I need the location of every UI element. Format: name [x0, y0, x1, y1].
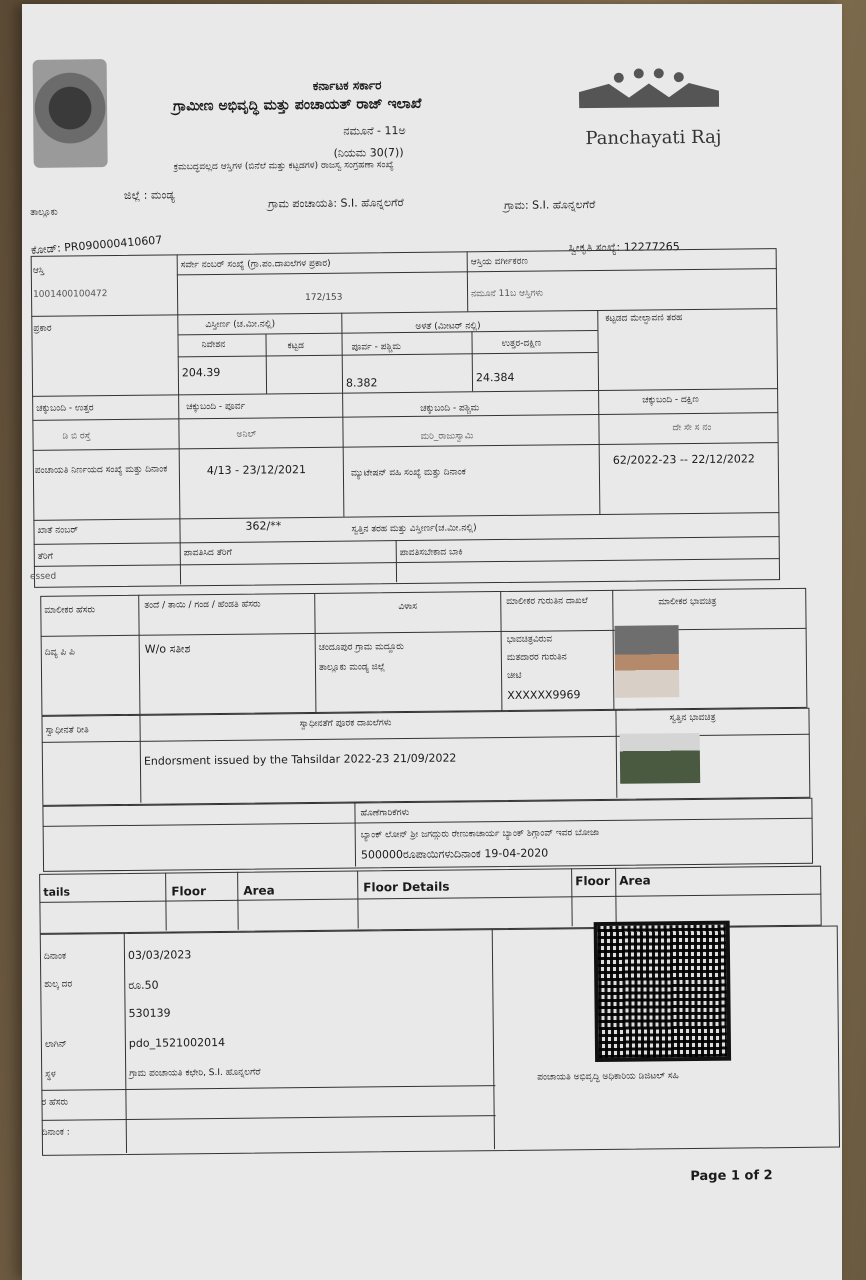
south-value: ದೇ ಸೇ ಸ ನಂ	[672, 422, 712, 434]
north-label: ಚಕ್ಕುಬಂದಿ - ಉತ್ತರ	[36, 403, 94, 414]
east-value: ಅನಿಲ್	[236, 429, 257, 440]
area-label-right: Area	[619, 873, 651, 888]
id-doc-line-1: ಭಾವಚಿತ್ರವಿರುವ	[506, 634, 553, 645]
panchayati-raj-text: Panchayati Raj	[585, 126, 722, 150]
dept-line: ಗ್ರಾಮೀಣ ಅಭಿವೃದ್ಧಿ ಮತ್ತು ಪಂಚಾಯತ್ ರಾಜ್ ಇಲಾಖೆ	[172, 95, 422, 115]
type-label: ಸ್ವತ್ತಿನ ತರಹ ಮತ್ತು ವಿಸ್ತೀರ್ಣ(ಚ.ಮೀ.ನಲ್ಲಿ)	[351, 523, 477, 535]
fee-label: ಶುಲ್ಕ ದರ	[44, 979, 73, 990]
officer-name-label: ರ ಹೆಸರು	[41, 1097, 69, 1108]
class-value: ನಮೂನೆ 11ಬ ಆಸ್ತಿಗಳು	[471, 288, 544, 300]
signature-caption: ಪಂಚಾಯತಿ ಅಭಿವೃದ್ಧಿ ಅಧಿಕಾರಿಯ ಡಿಜಿಟಲ್ ಸಹಿ	[537, 1071, 679, 1083]
survey-label: ಸರ್ವೇ ನಂಬರ್ ಸಂಖ್ಯೆ (ಗ್ರಾ.ಪಂ.ದಾಖಲೆಗಳ ಪ್ರಕಾರ)	[180, 258, 331, 271]
relation-name: W/o ಸತೀಶ	[144, 642, 191, 656]
ns-label: ಉತ್ತರ-ದಕ್ಷಿಣ	[501, 338, 542, 349]
ew-value: 8.382	[345, 376, 378, 390]
endorsement-text: Endorsment issued by the Tahsildar 2022-23 21/09/2022	[143, 751, 457, 768]
page-number: Page 1 of 2	[690, 1168, 773, 1185]
rule-number: (ನಿಯಮ 30(7))	[333, 146, 404, 160]
taluk-label: ತಾಲ್ಲೂಕು	[30, 207, 58, 218]
left-mid-label: ಪ್ರಕಾರ	[33, 323, 52, 334]
office-value: ಗ್ರಾಮ ಪಂಚಾಯತಿ ಕಛೇರಿ, S.I. ಹೊನ್ನಲಗೆರೆ	[129, 1067, 261, 1079]
site-area-value: 204.39	[181, 365, 221, 380]
owner-photo	[615, 625, 680, 698]
roof-label: ಕಟ್ಟಡದ ಮೇಲ್ಛಾವಣಿ ತರಹ	[605, 313, 683, 324]
survey-value: 172/153	[305, 292, 343, 304]
panchayati-raj-logo-icon	[579, 67, 720, 118]
floor-details-label: Floor Details	[363, 879, 450, 895]
floor-label-left: Floor	[171, 884, 207, 899]
receipt-value: 530139	[128, 1006, 171, 1020]
pdo-label: ಲಾಗಿನ್	[44, 1039, 67, 1050]
address-line-1: ಚಂದೂಪುರ ಗ್ರಾಮ ಮದ್ದೂರು	[318, 642, 404, 653]
qr-code-icon	[594, 921, 731, 1062]
document-page	[22, 4, 842, 1280]
acquisition-docs-label: ಸ್ವಾಧೀನತೆಗೆ ಪೂರಕ ದಾಖಲೆಗಳು	[299, 718, 392, 730]
site-area-label: ನಿವೇಶನ	[201, 339, 226, 351]
district: ಜಿಲ್ಲೆ : ಮಂಡ್ಯ	[123, 188, 175, 202]
karnataka-emblem-icon	[33, 59, 108, 168]
dims-label: ಅಳತೆ (ಮೀಟರ್ ನಲ್ಲಿ)	[415, 321, 481, 332]
gram-panchayat: ಗ್ರಾಮ ಪಂಚಾಯತಿ: S.I. ಹೊನ್ನಲಗೆರೆ	[268, 196, 404, 211]
mutation-value: 62/2022-23 -- 22/12/2022	[612, 452, 755, 467]
area-label: ವಿಸ್ತೀರ್ಣ (ಚ.ಮೀ.ನಲ್ಲಿ)	[205, 319, 276, 331]
resolution-value: 4/13 - 23/12/2021	[206, 463, 307, 478]
khata-value: 362/**	[245, 519, 282, 533]
building-area-label: ಕಟ್ಟಡ	[287, 341, 304, 352]
khata-label: ಖಾತೆ ನಂಬರ್	[37, 525, 79, 536]
assessed-label: essed	[29, 571, 57, 582]
owner-photo-label: ಮಾಲೀಕರ ಭಾವಚಿತ್ರ	[658, 596, 717, 608]
pdo-value: pdo_1521002014	[128, 1035, 226, 1050]
property-id-value: 1001400100472	[32, 289, 108, 300]
village: ಗ್ರಾಮ: S.I. ಹೊನ್ನಲಗೆರೆ	[504, 198, 596, 212]
acquisition-method-label: ಸ್ವಾಧೀನತೆ ರೀತಿ	[45, 725, 89, 736]
owner-name-label: ಮಾಲೀಕರ ಹೆಸರು	[44, 605, 96, 616]
west-label: ಚಕ್ಕುಬಂದಿ - ಪಶ್ಚಿಮ	[420, 403, 480, 414]
tax-label: ತೆರಿಗೆ	[37, 551, 53, 562]
encumbrance-line-1: ಬ್ಯಾಂಕ್ ಲೋನ್ ಶ್ರೀ ಜಗದ್ಗುರು ರೇಣುಕಾಚಾರ್ಯ ಬ್ಯಾಂಕ್ ಶಿಗ್ಗಾಂವ್ ಇವರ ಬೋಜಾ	[360, 828, 600, 841]
due-tax-label: ಪಾವತಿಸಬೇಕಾದ ಬಾಕಿ	[399, 547, 463, 559]
id-doc-number: XXXXXX9969	[507, 688, 581, 702]
id-doc-line-3: ಚೀಟಿ	[507, 670, 522, 681]
owner-name: ದಿವ್ಯ ಪಿ ಪಿ	[44, 647, 75, 658]
office-label: ಸ್ಥಳ	[45, 1069, 56, 1080]
document-sheet	[22, 0, 855, 1280]
id-doc-label: ಮಾಲೀಕರ ಗುರುತಿನ ದಾಖಲೆ	[506, 596, 588, 607]
code-number: ಕೋಡ್: PR090000410607	[30, 233, 163, 257]
east-label: ಚಕ್ಕುಬಂದಿ - ಪೂರ್ವ	[186, 401, 246, 413]
date-value: 03/03/2023	[127, 948, 192, 962]
north-value: ಡಿ ಬಿ ರಸ್ತೆ	[62, 431, 91, 442]
west-value: ಮರಿ_ರಾಜುಸ್ವಾಮಿ	[420, 431, 474, 442]
date-label: ದಿನಾಂಕ	[43, 951, 67, 962]
fee-value: ರೂ.50	[128, 978, 159, 992]
address-line-2: ತಾಲ್ಲೂಕು ಮಂಡ್ಯ ಜಿಲ್ಲೆ	[318, 662, 386, 673]
sign-date-label: ದಿನಾಂಕ :	[41, 1127, 70, 1138]
property-id-label: ಆಸ್ತಿ	[32, 265, 45, 276]
ns-value: 24.384	[475, 370, 515, 385]
paid-tax-label: ಪಾವತಿಸಿದ ತೆರಿಗೆ	[183, 547, 232, 559]
ack-number: ಸ್ವೀಕೃತಿ ಸಂಖ್ಯೆ: 12277265	[568, 240, 680, 255]
id-doc-line-2: ಮತದಾರರ ಗುರುತಿನ	[506, 652, 567, 663]
form-number: ನಮೂನೆ - 11ಅ	[343, 123, 406, 138]
relation-label: ತಂದೆ / ತಾಯಿ / ಗಂಡ / ಹೆಂಡತಿ ಹೆಸರು	[144, 599, 261, 611]
address-label: ವಿಳಾಸ	[398, 601, 418, 613]
class-label: ಆಸ್ತಿಯ ವರ್ಗೀಕರಣ	[470, 256, 528, 268]
floor-details-label-left: tails	[43, 885, 71, 899]
encumbrance-line-2: 500000ರೂಪಾಯಿಗಳುದಿನಾಂಕ 19-04-2020	[360, 846, 549, 862]
mutation-label: ಮ್ಯುಟೇಷನ್ ವಹಿ ಸಂಖ್ಯೆ ಮತ್ತು ದಿನಾಂಕ	[350, 467, 466, 479]
floor-label-right: Floor	[575, 873, 611, 889]
resolution-label: ಪಂಚಾಯತಿ ನಿರ್ಣಯದ ಸಂಖ್ಯೆ ಮತ್ತು ದಿನಾಂಕ	[34, 464, 168, 476]
area-label-left: Area	[243, 883, 275, 898]
property-photo-label: ಸ್ವತ್ತಿನ ಭಾವಚಿತ್ರ	[669, 712, 716, 724]
subtitle: ಕ್ರಮಬದ್ಧವಲ್ಲದ ಆಸ್ತಿಗಳ (ಬಿನೆಲೆ ಮತ್ತು ಕಟ್ಟಡಗಳ) ರಾಜಸ್ವ ಸಂಗ್ರಹಣಾ ಸಂಖ್ಯೆ	[173, 160, 394, 173]
property-photo	[620, 733, 701, 784]
govt-line: ಕರ್ನಾಟಕ ಸರ್ಕಾರ	[312, 78, 382, 93]
south-label: ಚಕ್ಕುಬಂದಿ - ದಕ್ಷಿಣ	[642, 394, 699, 406]
ew-label: ಪೂರ್ವ - ಪಶ್ಚಿಮ	[351, 342, 401, 353]
encumbrance-label: ಹೊಣೆಗಾರಿಕೆಗಳು	[360, 807, 410, 819]
